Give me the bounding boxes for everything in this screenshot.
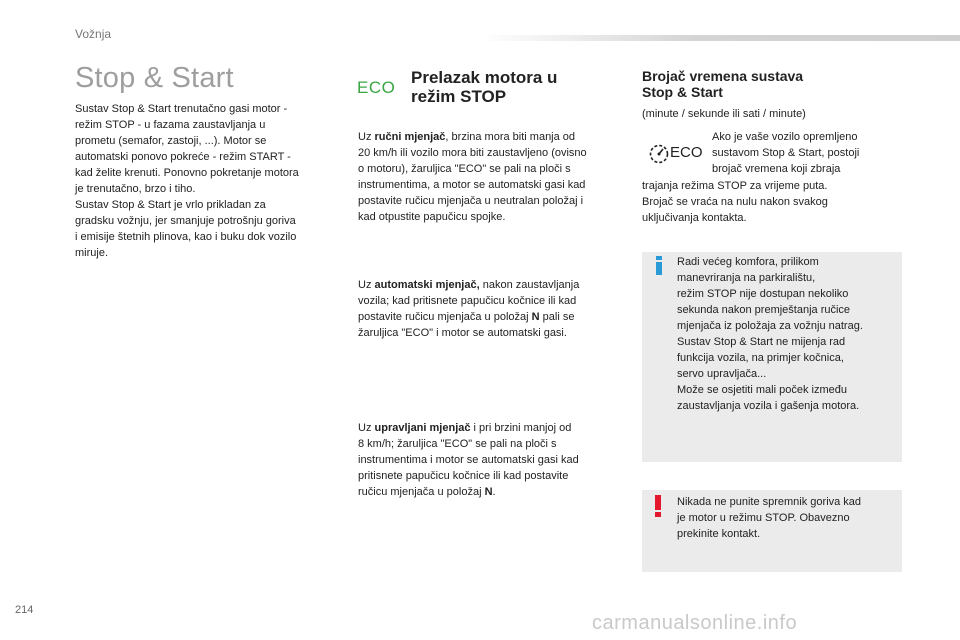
intro-paragraph-1: Sustav Stop & Start trenutačno gasi motor - režim STOP - u fazama zaustavljanja u prometu (semafor, zastoji, ...). Motor se automatski ponovo pokreće - režim START - kad želite krenuti. Ponovno pokretanje motora je trenutačno, brzo i tiho. [75, 103, 299, 195]
page-number: 214 [15, 604, 34, 616]
stop-mode-heading: Prelazak motora u režim STOP [411, 68, 558, 106]
timer-units: (minute / sekunde ili sati / minute) [642, 108, 806, 120]
info-icon [654, 256, 664, 275]
warning-icon [653, 495, 663, 517]
info-box-text: Radi većeg komfora, prilikom manevriranja na parkiralištu, režim STOP nije dostupan nekoliko sekunda nakon premještanja ručice mjenjača iz položaja za vožnju natrag. Sustav Stop & Start ne mijenja rad funkcija vozila, na primjer kočnica, servo upravljača... Može se osjetiti mali poček između zaustavljanja vozila i gašenja motora. [677, 256, 863, 412]
page-title: Stop & Start [75, 62, 234, 94]
timer-heading: Brojač vremena sustava Stop & Start [642, 68, 804, 100]
automatic-gearbox-label: automatski mjenjač, [374, 279, 480, 291]
automatic-gearbox-text: Uz automatski mjenjač, nakon zaustavljanja vozila; kad pritisnete papučicu kočnice ili kad postavite ručicu mjenjača u položaj N pali se žaruljica "ECO" i motor se automatski gasi. [358, 279, 580, 339]
warning-box-text: Nikada ne punite spremnik goriva kad je motor u režimu STOP. Obavezno prekinite kontakt. [677, 496, 862, 540]
header-bar [480, 35, 960, 41]
intro-paragraph-2: Sustav Stop & Start je vrlo prikladan za gradsku vožnju, jer smanjuje potrošnju goriva i emisije štetnih plinova, kao i buku dok vozilo miruje. [75, 199, 297, 259]
timer-eco-label: ECO [670, 144, 703, 161]
manual-gearbox-label: ručni mjenjač [374, 131, 446, 143]
timer-icon-text: Ako je vaše vozilo opremljeno sustavom Stop & Start, postoji brojač vremena koji zbraja [712, 131, 860, 175]
timer-continuation-text: trajanja režima STOP za vrijeme puta. Brojač se vraća na nulu nakon svakog uključivanja kontakta. [642, 180, 828, 224]
intro-text [75, 101, 330, 261]
stop-start-timer-icon [648, 142, 710, 164]
eco-indicator-icon: ECO [357, 78, 396, 97]
managed-gearbox-text: Uz upravljani mjenjač i pri brzini manjoj od 8 km/h; žaruljica "ECO" se pali na ploči s instrumentima i motor se automatski gasi kad pritisnete papučicu kočnice ili kad postavite ručicu mjenjača u položaj N. [358, 422, 579, 498]
section-label: Vožnja [75, 27, 112, 41]
managed-gearbox-label: upravljani mjenjač [374, 422, 471, 434]
watermark: carmanualsonline.info [592, 612, 798, 634]
manual-gearbox-text: Uz ručni mjenjač, brzina mora biti manja od 20 km/h ili vozilo mora biti zaustavljeno (ovisno o motoru), žaruljica "ECO" se pali na ploči s instrumentima, a motor se automatski gasi kad postavite ručicu mjenjača u neutralan položaj i kad otpustite papučicu spojke. [358, 131, 587, 223]
